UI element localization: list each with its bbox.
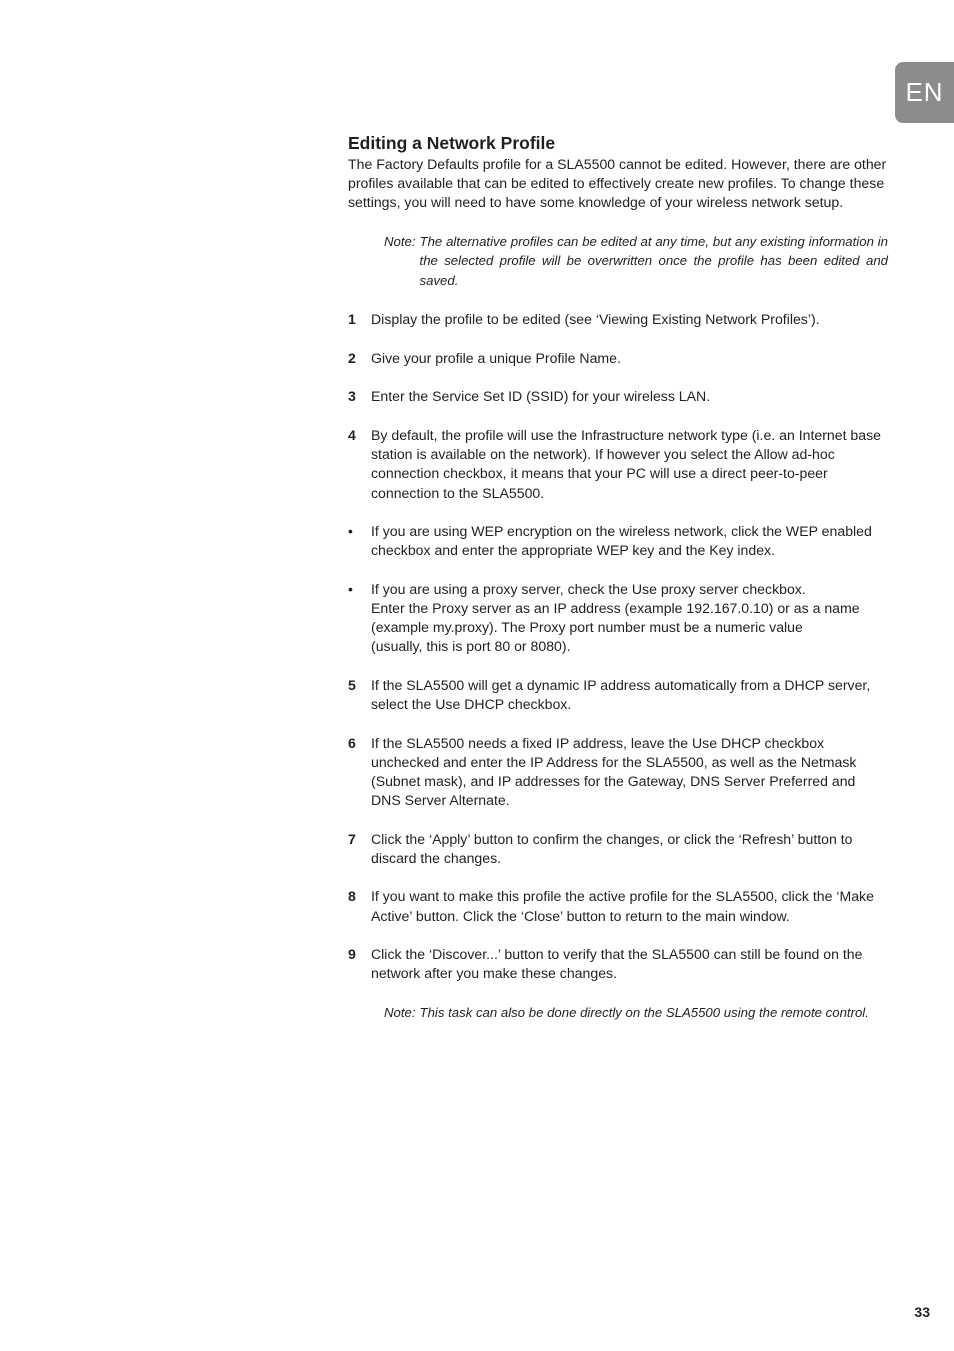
step-item bbox=[348, 734, 888, 811]
step-number: 4 bbox=[348, 426, 356, 443]
note-text: This task can also be done directly on the SLA5500 using the remote control. bbox=[419, 1005, 869, 1021]
step-number: 6 bbox=[348, 734, 356, 751]
step-item bbox=[348, 387, 888, 406]
note-text: The alternative profiles can be edited at any time, but any existing information in the selected profile will be overwritten once the profile has been edited and saved. bbox=[419, 233, 888, 288]
intro-paragraph: The Factory Defaults profile for a SLA5500 cannot be edited. However, there are other profiles available that can be edited to effectively create new profiles. To change these settings, you will need to have some knowledge of your wireless network setup. bbox=[348, 156, 887, 211]
note-box bbox=[384, 1003, 888, 1023]
bullet-text: If you are using WEP encryption on the wireless network, click the WEP enabled checkbox and enter the appropriate WEP key and the Key index. bbox=[371, 523, 872, 559]
step-item bbox=[348, 426, 888, 503]
section-heading: Editing a Network Profile bbox=[348, 133, 556, 153]
bullet-icon: • bbox=[348, 580, 353, 597]
language-tab: EN bbox=[895, 62, 954, 123]
step-number: 8 bbox=[348, 888, 356, 905]
step-number: 9 bbox=[348, 946, 356, 963]
bullet-line: If you are using a proxy server, check the Use proxy server checkbox. bbox=[371, 580, 806, 597]
step-item bbox=[348, 310, 888, 329]
note-label: Note: bbox=[384, 233, 416, 249]
step-item bbox=[348, 945, 888, 983]
document-body bbox=[348, 131, 888, 1023]
step-text: Click the ‘Discover...’ button to verify that the SLA5500 can still be found on the network after you make these changes. bbox=[371, 946, 863, 982]
step-item bbox=[348, 349, 888, 368]
step-text: Display the profile to be edited (see ‘Viewing Existing Network Profiles’). bbox=[371, 311, 820, 328]
note-label: Note: bbox=[384, 1005, 416, 1021]
step-text: Give your profile a unique Profile Name. bbox=[371, 349, 621, 366]
step-number: 2 bbox=[348, 349, 356, 366]
bullet-line: (usually, this is port 80 or 8080). bbox=[371, 638, 571, 655]
bullet-icon: • bbox=[348, 523, 353, 539]
step-number: 5 bbox=[348, 676, 356, 693]
step-number: 1 bbox=[348, 311, 356, 328]
step-text: If the SLA5500 will get a dynamic IP address automatically from a DHCP server, select the Use DHCP checkbox. bbox=[371, 676, 871, 713]
page-number: 33 bbox=[914, 1304, 930, 1320]
step-text: If you want to make this profile the active profile for the SLA5500, click the ‘Make Active’ button. Click the ‘Close’ button to return to the main window. bbox=[371, 888, 874, 924]
step-text: Click the ‘Apply’ button to confirm the changes, or click the ‘Refresh’ button to discard the changes. bbox=[371, 830, 853, 866]
step-number: 3 bbox=[348, 388, 356, 405]
step-item bbox=[348, 676, 888, 714]
note-box bbox=[384, 232, 888, 291]
step-item bbox=[348, 887, 888, 925]
step-text: By default, the profile will use the Infrastructure network type (i.e. an Internet base station is available on the network). If however you select the Allow ad-hoc connection checkbox, it means that your PC will use a direct peer-to-peer connection to the SLA5500. bbox=[371, 426, 881, 501]
step-number: 7 bbox=[348, 830, 356, 847]
step-text: If the SLA5500 needs a fixed IP address, leave the Use DHCP checkbox unchecked and enter the IP Address for the SLA5500, as well as the Netmask (Subnet mask), and IP addresses for the Gateway, DNS Server Preferred and DNS Server Alternate. bbox=[371, 734, 857, 809]
bullet-item bbox=[348, 522, 888, 560]
step-text: Enter the Service Set ID (SSID) for your wireless LAN. bbox=[371, 388, 711, 405]
bullet-item bbox=[348, 580, 888, 657]
step-item bbox=[348, 830, 888, 868]
bullet-text bbox=[371, 580, 888, 657]
bullet-line: Enter the Proxy server as an IP address (example 192.167.0.10) or as a name (example my.proxy). The Proxy port number must be a numeric value bbox=[371, 599, 860, 636]
